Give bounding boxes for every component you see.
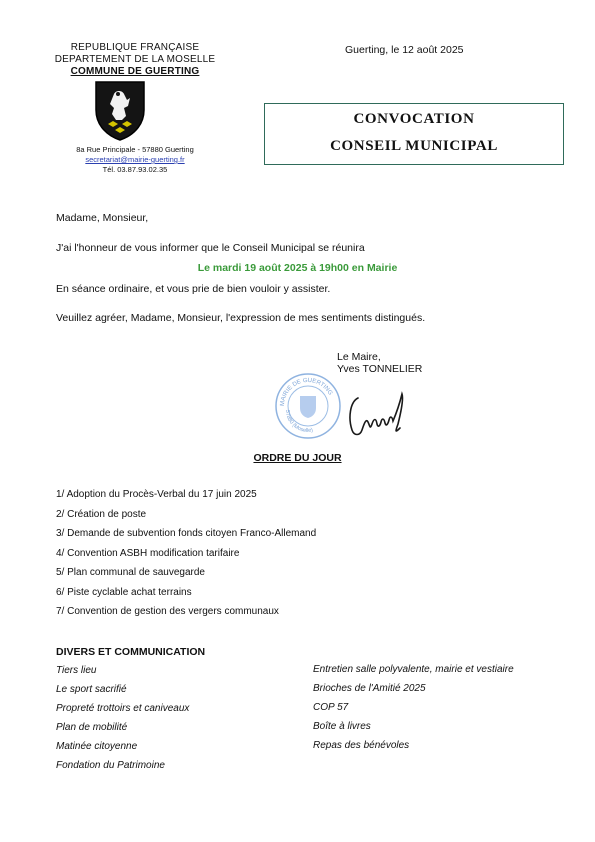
closing-text: Veuillez agréer, Madame, Monsieur, l'expression de mes sentiments distingués. [56,312,426,324]
title-box [264,103,564,165]
agenda-item: 1/ Adoption du Procès-Verbal du 17 juin 2025 [56,489,257,500]
agenda-item: 7/ Convention de gestion des vergers communaux [56,606,279,617]
misc-item: Plan de mobilité [56,722,128,733]
stamp-bottom-text: 57880 (Moselle) [283,409,314,435]
misc-right-list [313,664,514,759]
agenda-heading: ORDRE DU JOUR [253,452,342,464]
agenda-item: 3/ Demande de subvention fonds citoyen Franco-Allemand [56,528,317,539]
header-commune: COMMUNE DE GUERTING [70,66,200,77]
agenda-item: 6/ Piste cyclable achat terrains [56,586,192,598]
agenda-item: 2/ Création de poste [56,508,147,520]
stamp-top-text: MAIRIE DE GUERTING [279,377,334,407]
misc-item: Tiers lieu [56,665,97,676]
header-department: DEPARTEMENT DE LA MOSELLE [54,54,216,65]
misc-item: Repas des bénévoles [313,740,410,751]
meeting-datetime: Le mardi 19 août 2025 à 19h00 en Mairie [197,262,398,274]
title-conseil-municipal: CONSEIL MUNICIPAL [330,138,498,154]
misc-item: Entretien salle polyvalente, mairie et vestiaire [313,664,514,675]
salutation: Madame, Monsieur, [56,212,149,224]
session-text: En séance ordinaire, et vous prie de bien vouloir y assister. [56,283,331,295]
intro-text: J'ai l'honneur de vous informer que le Conseil Municipal se réunira [56,242,365,254]
misc-left-list [56,665,189,779]
date-line: Guerting, le 12 août 2025 [345,44,464,56]
agenda-item: 4/ Convention ASBH modification tarifaire [56,547,240,559]
signature-role: Le Maire, [337,351,381,363]
agenda-list [56,489,316,626]
header-email-link[interactable]: secretariat@mairie-guerting.fr [85,155,185,164]
misc-item: Matinée citoyenne [56,741,138,752]
header-republic: REPUBLIQUE FRANÇAISE [70,42,200,53]
misc-heading: DIVERS ET COMMUNICATION [56,646,206,658]
misc-item: COP 57 [313,702,349,713]
coat-of-arms-logo [94,80,146,142]
signature-name: Yves TONNELIER [337,363,423,375]
header-phone: Tél. 03.87.93.02.35 [102,165,168,174]
misc-item: Boîte à livres [313,721,371,732]
misc-item: Brioches de l'Amitié 2025 [313,683,426,694]
handwritten-signature [344,388,410,440]
title-convocation: CONVOCATION [353,111,475,127]
mairie-stamp [274,372,342,440]
misc-item: Le sport sacrifié [56,684,127,695]
header-address: 8a Rue Principale - 57880 Guerting [76,145,194,154]
misc-item: Propreté trottoirs et caniveaux [56,703,190,714]
misc-item: Fondation du Patrimoine [56,760,165,771]
agenda-item: 5/ Plan communal de sauvegarde [56,567,205,578]
